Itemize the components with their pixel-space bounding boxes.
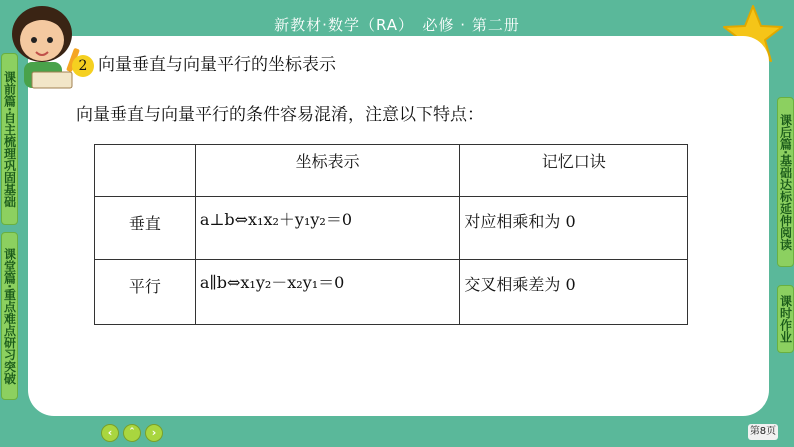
next-page-button[interactable]: › [145, 424, 163, 442]
row-label: 垂直 [95, 197, 196, 260]
table-row [95, 260, 688, 325]
tab-pre-class[interactable]: 课前篇·自主梳理巩固基础 [1, 53, 18, 225]
heading-number-badge: 2 [72, 55, 94, 77]
heading-text: 向量垂直与向量平行的坐标表示 [98, 55, 336, 75]
prev-page-button[interactable]: ‹ [101, 424, 119, 442]
nav-controls [101, 424, 163, 442]
table-header-row [95, 145, 688, 197]
table-header-cell: 记忆口诀 [460, 145, 688, 197]
home-button[interactable]: ˆ [123, 424, 141, 442]
row-mnemonic: 交叉相乘差为 0 [460, 260, 688, 325]
row-label: 平行 [95, 260, 196, 325]
table-header-cell [95, 145, 196, 197]
table-header-cell: 坐标表示 [195, 145, 460, 197]
page-number: 第8页 [748, 424, 778, 440]
intro-text: 向量垂直与向量平行的条件容易混淆，注意以下特点： [76, 105, 484, 125]
row-formula: a⊥b⇔x₁x₂＋y₁y₂＝0 [195, 197, 460, 260]
tab-in-class[interactable]: 课堂篇·重点难点研习突破 [1, 232, 18, 400]
section-heading [72, 50, 336, 77]
coordinate-table [94, 144, 688, 325]
table-row [95, 197, 688, 260]
row-formula: a∥b⇔x₁y₂－x₂y₁＝0 [195, 260, 460, 325]
tab-post-class[interactable]: 课后篇·基础达标延伸阅读 [777, 97, 794, 267]
row-mnemonic: 对应相乘和为 0 [460, 197, 688, 260]
tab-homework[interactable]: 课时作业 [777, 285, 794, 353]
header-title: 新教材·数学（RA） 必修 · 第二册 [274, 16, 520, 34]
